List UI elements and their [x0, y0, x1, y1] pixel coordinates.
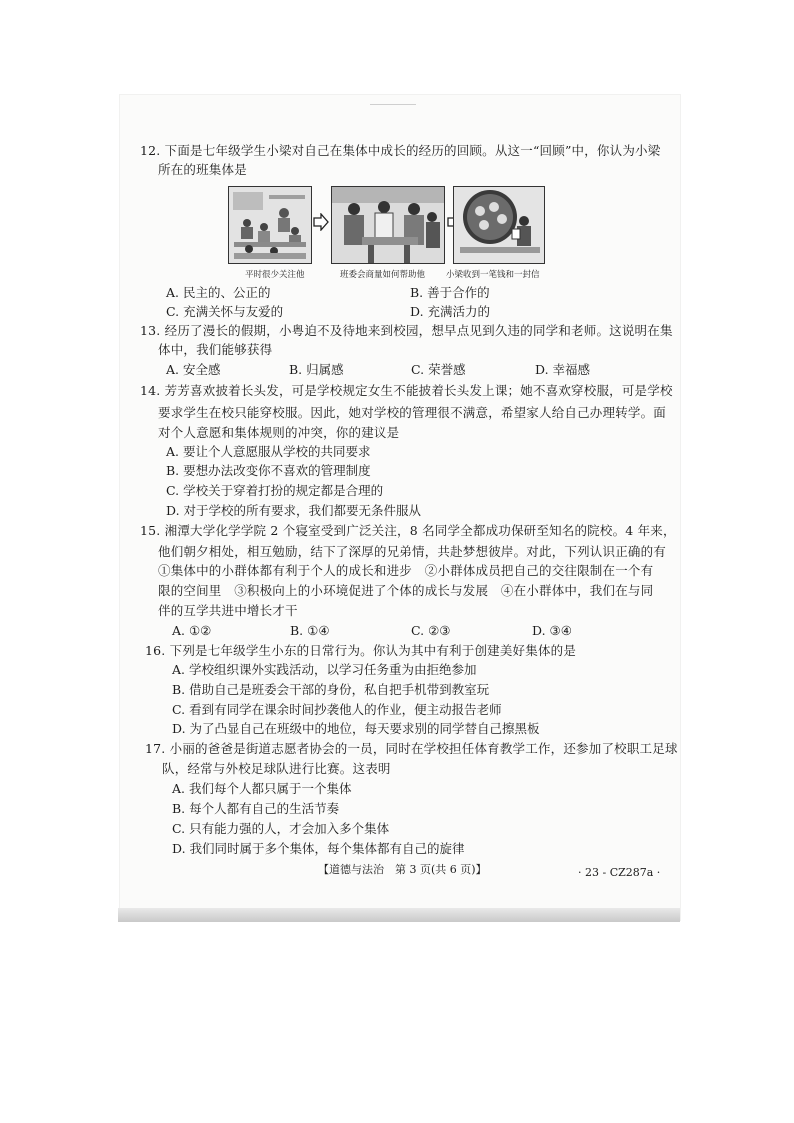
q12-picture-1 — [228, 186, 312, 264]
q12-caption-1: 平时很少关注他 — [245, 270, 305, 280]
page-footer-code: · 23 - CZ287a · — [578, 866, 661, 879]
q12-caption-3: 小梁收到一笔钱和一封信 — [446, 270, 540, 280]
q17-option-d: D. 我们同时属于多个集体，每个集体都有自己的旋律 — [172, 841, 465, 856]
q13-option-a: A. 安全感 — [166, 362, 221, 377]
q12-option-a: A. 民主的、公正的 — [166, 285, 271, 300]
q12-option-c: C. 充满关怀与友爱的 — [166, 304, 284, 319]
q16-option-a: A. 学校组织课外实践活动，以学习任务重为由拒绝参加 — [172, 662, 477, 677]
scan-shadow — [118, 908, 680, 922]
top-mark — [370, 104, 416, 105]
q16-stem-line1: 16. 下列是七年级学生小东的日常行为。你认为其中有利于创建美好集体的是 — [145, 643, 577, 658]
q17-stem-line2: 队，经常与外校足球队进行比赛。这表明 — [162, 761, 391, 776]
q13-stem-line1: 13. 经历了漫长的假期，小粤迫不及待地来到校园，想早点见到久违的同学和老师。这说明在集 — [140, 323, 673, 338]
q14-stem-line2: 要求学生在校只能穿校服。因此，她对学校的管理很不满意，希望家人给自己办理转学。面 — [158, 405, 667, 420]
q14-option-d: D. 对于学校的所有要求，我们都要无条件服从 — [166, 503, 422, 518]
q15-stem-line5: 伴的互学共进中增长才干 — [158, 603, 298, 618]
q16-option-b: B. 借助自己是班委会干部的身份，私自把手机带到教室玩 — [172, 682, 490, 697]
q15-option-d: D. ③④ — [532, 623, 572, 638]
q17-option-c: C. 只有能力强的人，才会加入多个集体 — [172, 821, 390, 836]
q16-option-c: C. 看到有同学在课余时间抄袭他人的作业，便主动报告老师 — [172, 702, 502, 717]
q15-option-c: C. ②③ — [411, 623, 451, 638]
q12-stem-line1: 12. 下面是七年级学生小梁对自己在集体中成长的经历的回顾。从这一“回顾”中，你认为小梁 — [140, 143, 661, 158]
q14-stem-line3: 对个人意愿和集体规则的冲突，你的建议是 — [158, 425, 400, 440]
q15-stem-line3: ①集体中的小群体都有利于个人的成长和进步 ②小群体成员把自己的交往限制在一个有 — [158, 563, 654, 578]
q12-option-d: D. 充满活力的 — [410, 304, 491, 319]
q17-option-b: B. 每个人都有自己的生活节奏 — [172, 801, 340, 816]
q15-option-b: B. ①④ — [290, 623, 330, 638]
arrow-icon — [313, 213, 329, 235]
q12-stem-line2: 所在的班集体是 — [158, 162, 247, 177]
q15-stem-line4: 限的空间里 ③积极向上的小环境促进了个体的成长与发展 ④在小群体中，我们在与同 — [158, 583, 654, 598]
q14-option-a: A. 要让个人意愿服从学校的共同要求 — [166, 444, 371, 459]
q13-stem-line2: 体中，我们能够获得 — [158, 342, 273, 357]
q17-stem-line1: 17. 小丽的爸爸是街道志愿者协会的一员，同时在学校担任体育教学工作，还参加了校职工足球 — [145, 741, 678, 756]
q14-stem-line1: 14. 芳芳喜欢披着长头发，可是学校规定女生不能披着长头发上课；她不喜欢穿校服，可是学校 — [140, 383, 673, 398]
q12-picture-3 — [453, 186, 545, 264]
q15-stem-line2: 他们朝夕相处，相互勉励，结下了深厚的兄弟情，共赴梦想彼岸。对此，下列认识正确的有 — [158, 544, 667, 559]
q17-option-a: A. 我们每个人都只属于一个集体 — [172, 781, 352, 796]
q15-option-a: A. ①② — [172, 623, 212, 638]
q12-picture-2 — [331, 186, 445, 264]
q16-option-d: D. 为了凸显自己在班级中的地位，每天要求别的同学替自己擦黑板 — [172, 721, 540, 736]
q13-option-b: B. 归属感 — [289, 362, 344, 377]
q14-option-b: B. 要想办法改变你不喜欢的管理制度 — [166, 463, 371, 478]
q12-option-b: B. 善于合作的 — [410, 285, 490, 300]
q15-stem-line1: 15. 湘潭大学化学学院 2 个寝室受到广泛关注，8 名同学全都成功保研至知名的院校。4 年来， — [140, 523, 676, 538]
q12-caption-2: 班委会商量如何帮助他 — [340, 270, 426, 280]
page-footer-label: 【道德与法治 第 3 页(共 6 页)】 — [318, 863, 487, 876]
q13-option-c: C. 荣誉感 — [411, 362, 466, 377]
q13-option-d: D. 幸福感 — [535, 362, 591, 377]
q14-option-c: C. 学校关于穿着打扮的规定都是合理的 — [166, 483, 384, 498]
